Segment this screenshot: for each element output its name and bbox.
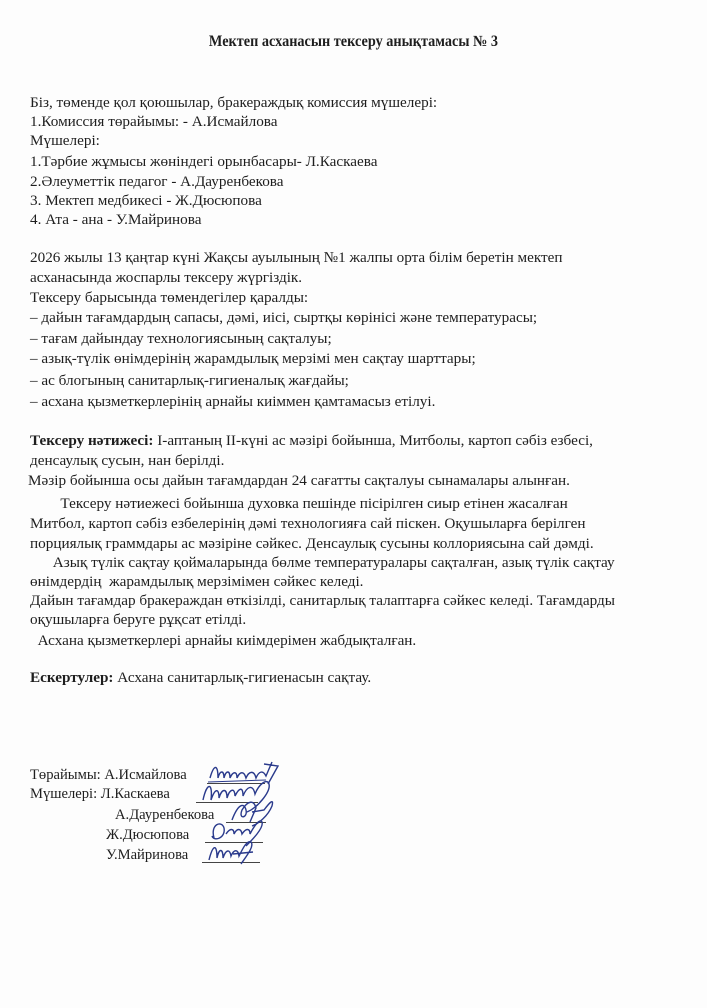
member-item: 3. Мектеп медбикесі - Ж.Дюсюпова — [30, 192, 262, 209]
results-text: I-аптаның II-күні ас мәзірі бойынша, Митболы, картоп сәбіз езбесі, — [153, 432, 593, 449]
commission-chair: 1.Комиссия төрайымы: - А.Исмайлова — [30, 113, 278, 130]
signature-member: А.Дауренбекова — [115, 807, 215, 823]
results-line: оқушыларға беруге рұқсат етілді. — [30, 611, 247, 628]
inspection-item: – тағам дайындау технологиясының сақталуы; — [30, 330, 332, 347]
results-line: Митбол, картоп сәбіз езбелерінің дәмі технологияға сай піскен. Оқушыларға берілген — [30, 515, 586, 532]
results-line: Мәзір бойынша осы дайын тағамдардан 24 сағатты сақталуы сынамалары алынған. — [28, 472, 570, 489]
signature-chair: Төрайымы: А.Исмайлова — [30, 767, 187, 783]
inspection-item: – асхана қызметкерлерінің арнайы киіммен қамтамасыз етілуі. — [30, 393, 436, 410]
remarks — [30, 669, 371, 687]
remarks-text: Асхана санитарлық-гигиенасын сақтау. — [113, 669, 372, 686]
signature-member: У.Майринова — [106, 847, 189, 863]
results-line: денсаулық сусын, нан берілді. — [30, 452, 225, 469]
inspection-item: – дайын тағамдардың сапасы, дәмі, иісі, сыртқы көрінісі және температурасы; — [30, 309, 538, 326]
member-item: 2.Әлеуметтік педагог - А.Дауренбекова — [30, 173, 284, 190]
inspection-line: асханасында жоспарлы тексеру жүргіздік. — [30, 269, 303, 286]
inspection-list-heading: Тексеру барысында төмендегілер қаралды: — [30, 289, 309, 306]
intro-text: Біз, төменде қол қоюшылар, бракераждық комиссия мүшелері: — [30, 94, 438, 111]
inspection-date-line: 2026 жылы 13 қаңтар күні Жақсы ауылының №1 жалпы орта білім беретін мектеп — [30, 249, 563, 266]
signature-mairinova — [203, 836, 263, 868]
signature-members-label: Мүшелері: Л.Каскаева — [30, 786, 170, 802]
members-label: Мүшелері: — [30, 132, 100, 149]
results-label: Тексеру нәтижесі: — [30, 432, 154, 449]
results-line: Тексеру нәтиежесі бойынша духовка пешінде пісірілген сиыр етінен жасалған — [30, 495, 568, 512]
results-line: Дайын тағамдар бракераждан өткізілді, санитарлық талаптарға сәйкес келеді. Тағамдарды — [30, 592, 615, 609]
results-line: Асхана қызметкерлері арнайы киімдерімен жабдықталған. — [30, 632, 417, 649]
inspection-item: – ас блогының санитарлық-гигиеналық жағдайы; — [30, 372, 349, 389]
member-item: 1.Тәрбие жұмысы жөніндегі орынбасары- Л.Каскаева — [30, 153, 378, 170]
results-first-line — [30, 432, 593, 450]
results-line: Азық түлік сақтау қоймаларында бөлме температуралары сақталған, азық түлік сақтау — [30, 554, 615, 571]
inspection-item: – азық-түлік өнімдерінің жарамдылық мерзімі мен сақтау шарттары; — [30, 350, 476, 367]
results-line: порциялық граммдары ас мәзіріне сәйкес. Денсаулық сусыны коллориясына сай дәмді. — [30, 535, 594, 552]
remarks-label: Ескертулер: — [30, 669, 114, 686]
document-title: Мектеп асханасын тексеру анықтамасы № 3 — [208, 33, 499, 50]
signature-member: Ж.Дюсюпова — [106, 827, 190, 843]
member-item: 4. Ата - ана - У.Майринова — [30, 211, 202, 228]
results-line: өнімдердің жарамдылық мерзімімен сәйкес келеді. — [30, 573, 364, 590]
